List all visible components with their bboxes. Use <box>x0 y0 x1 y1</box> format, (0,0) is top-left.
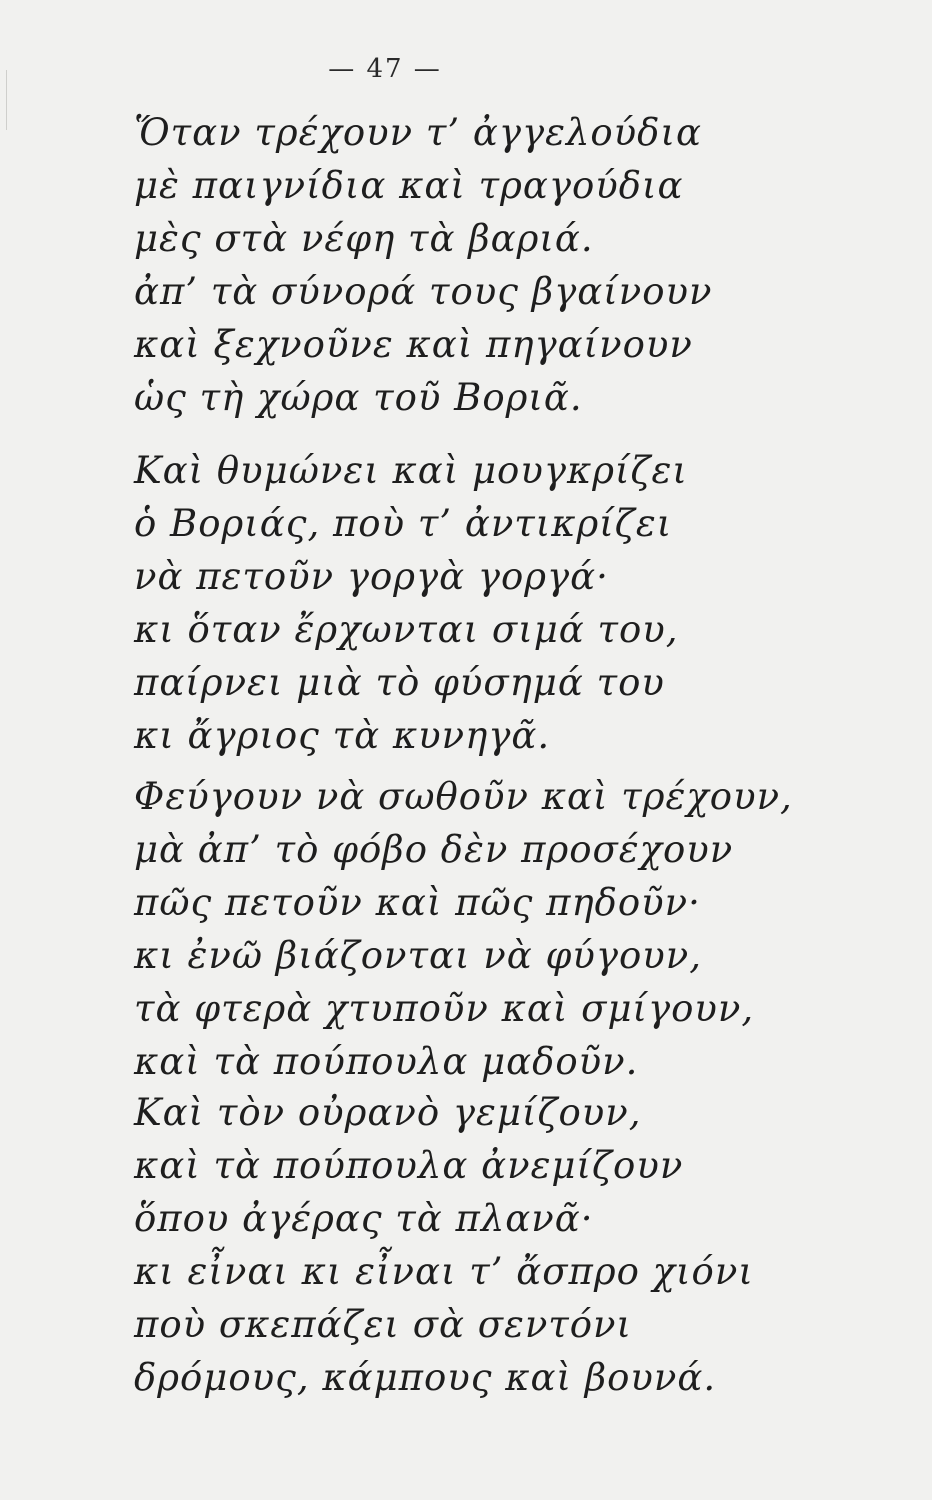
stanza-3 <box>134 770 793 1088</box>
verse-line: μὰ ἀπ’ τὸ φόβο δὲν προσέχουν <box>134 828 734 871</box>
verse-line: καὶ τὰ πούπουλα ἀνεμίζουν <box>134 1144 684 1187</box>
verse-line: δρόμους, κάμπους καὶ βουνά. <box>134 1356 717 1399</box>
verse-line: κι ὅταν ἔρχωνται σιμά του, <box>134 608 679 651</box>
stanza-2 <box>134 444 688 762</box>
verse-line: Καὶ τὸν οὐρανὸ γεμίζουν, <box>134 1091 642 1134</box>
verse-line: Ὅταν τρέχουν τ’ ἀγγελούδια <box>134 111 702 154</box>
verse-line: Καὶ θυμώνει καὶ μουγκρίζει <box>134 449 688 492</box>
verse-line: ὅπου ἀγέρας τὰ πλανᾶ· <box>134 1197 594 1240</box>
verse-line: τὰ φτερὰ χτυποῦν καὶ σμίγουν, <box>134 987 755 1030</box>
verse-line: παίρνει μιὰ τὸ φύσημά του <box>134 661 665 704</box>
verse-line: μὲς στὰ νέφη τὰ βαριά. <box>134 217 594 260</box>
verse-line: κι ἐνῶ βιάζονται νὰ φύγουν, <box>134 934 703 977</box>
verse-line: ὡς τὴ χώρα τοῦ Βοριᾶ. <box>134 376 583 419</box>
page-number: — 47 — <box>328 54 442 84</box>
verse-line: κι εἶναι κι εἶναι τ’ ἄσπρο χιόνι <box>134 1250 754 1293</box>
verse-line: ποὺ σκεπάζει σὰ σεντόνι <box>134 1303 633 1346</box>
verse-line: νὰ πετοῦν γοργὰ γοργά· <box>134 555 609 598</box>
verse-line: καὶ ξεχνοῦνε καὶ πηγαίνουν <box>134 323 693 366</box>
verse-line: ἀπ’ τὰ σύνορά τους βγαίνουν <box>134 270 713 313</box>
verse-line: κι ἄγριος τὰ κυνηγᾶ. <box>134 714 551 757</box>
stanza-1 <box>134 106 713 424</box>
verse-line: Φεύγουν νὰ σωθοῦν καὶ τρέχουν, <box>134 775 793 818</box>
verse-line: καὶ τὰ πούπουλα μαδοῦν. <box>134 1040 639 1083</box>
verse-line: ὁ Βοριάς, ποὺ τ’ ἀντικρίζει <box>134 502 673 545</box>
verse-line: πῶς πετοῦν καὶ πῶς πηδοῦν· <box>134 881 701 924</box>
verse-line: μὲ παιγνίδια καὶ τραγούδια <box>134 164 684 207</box>
stanza-4 <box>134 1086 754 1404</box>
